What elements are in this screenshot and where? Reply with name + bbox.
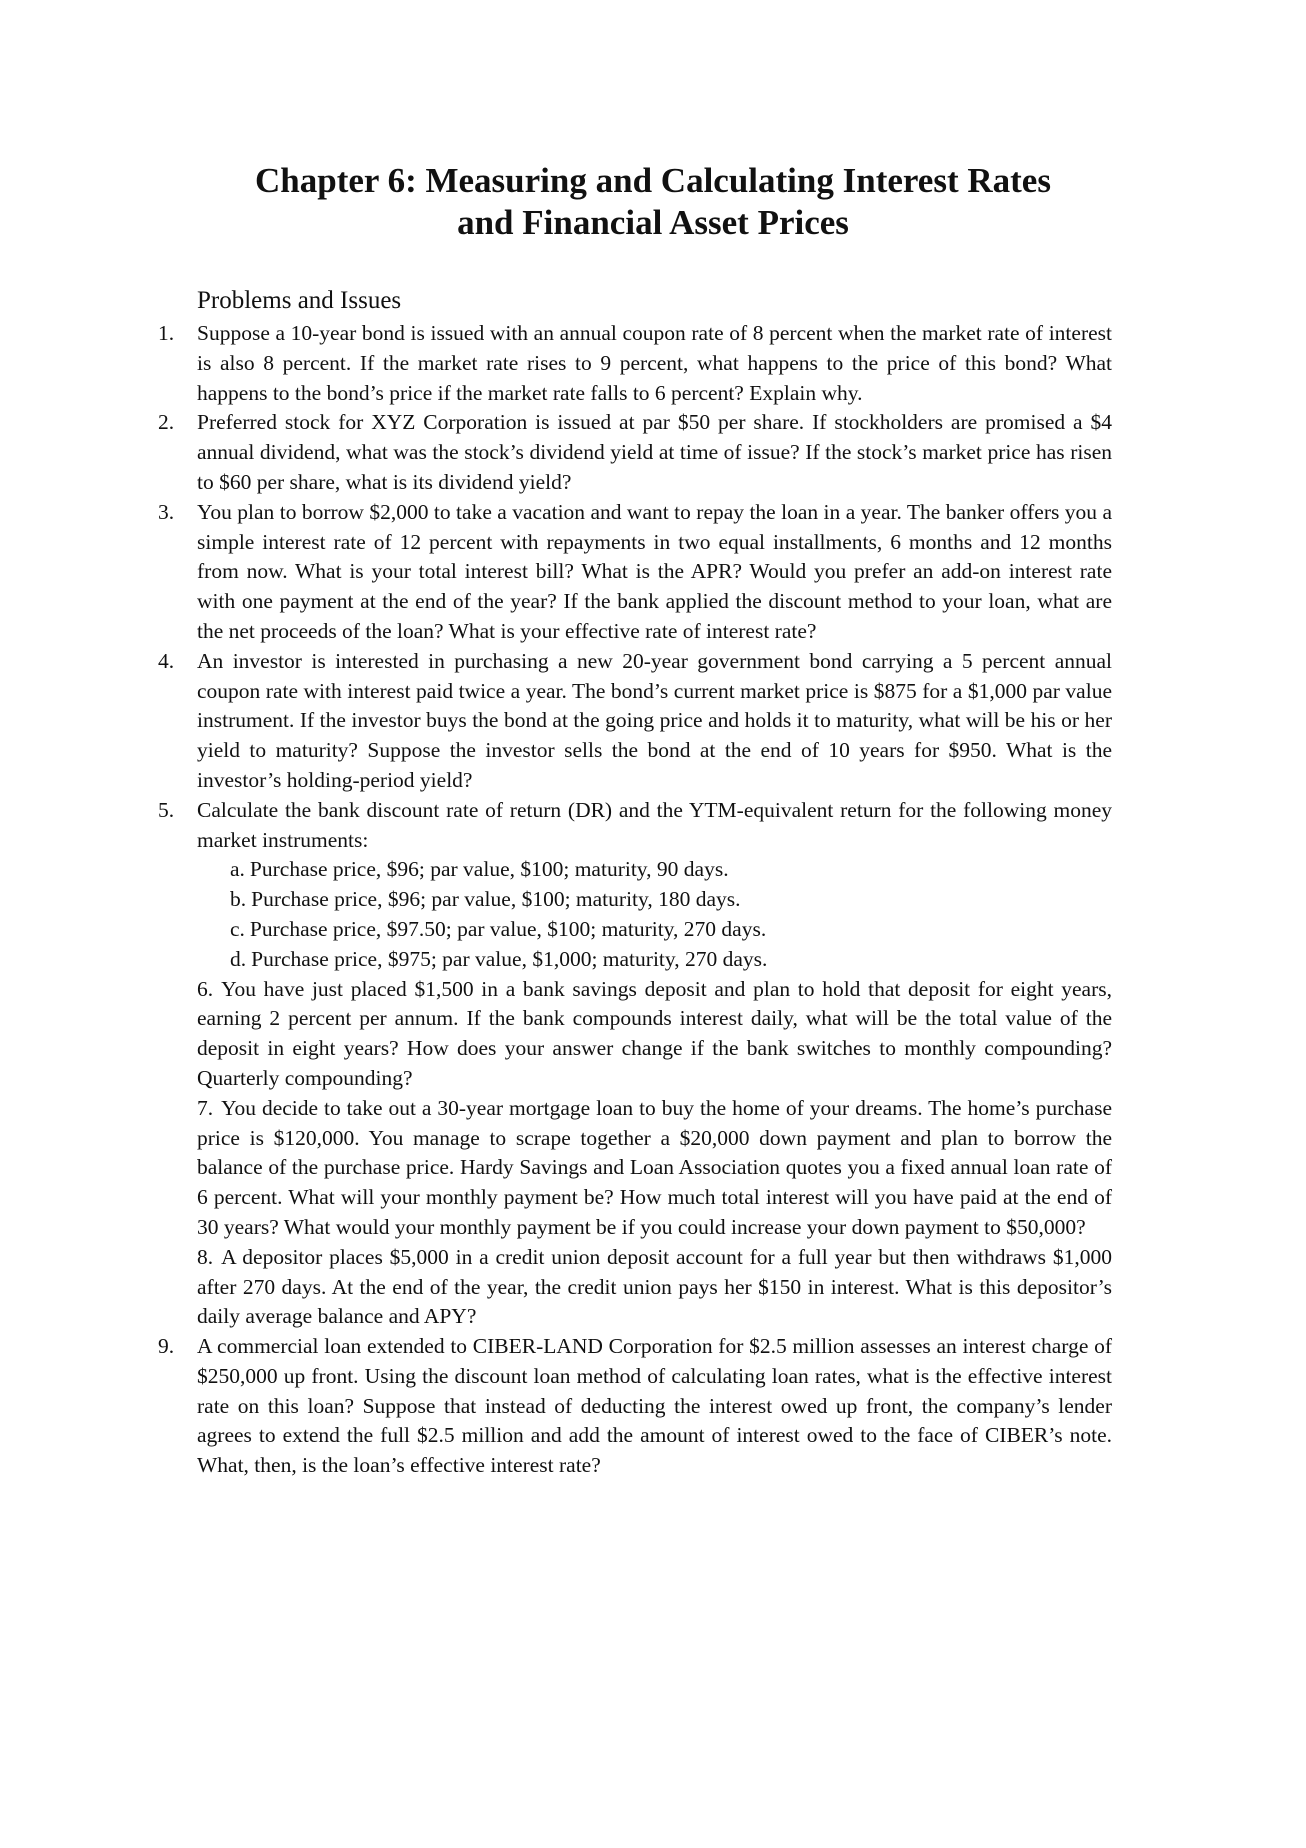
subitem-text: Purchase price, $96; par value, $100; maturity, 180 days. — [251, 887, 741, 912]
subitem-text: Purchase price, $96; par value, $100; maturity, 90 days. — [249, 857, 729, 882]
problem-number: 7. — [197, 1095, 214, 1120]
subitem-a — [230, 855, 1112, 885]
problem-body: A depositor places $5,000 in a credit union deposit account for a full year but then withdraws $1,000 after 270 days. At the end of the year, the credit union pays her $150 in interest. What is this depositor’s daily average balance and APY? — [197, 1244, 1112, 1329]
subitem-text: Purchase price, $975; par value, $1,000; maturity, 270 days. — [251, 946, 768, 971]
subitem-d — [230, 945, 1112, 975]
subitem-label: a. — [230, 857, 245, 882]
problem-body: You decide to take out a 30-year mortgage loan to buy the home of your dreams. The home’s purchase price is $120,000. You manage to scrape together a $20,000 down payment and plan to borrow the balance of the purchase price. Hardy Savings and Loan Association quotes you a fixed annual loan rate of 6 percent. What will your monthly payment be? How much total interest will you have paid at the end of 30 years? What would your monthly payment be if you could increase your down payment to $50,000? — [197, 1095, 1112, 1239]
problem-number: 1. — [158, 321, 175, 345]
chapter-title — [150, 160, 1156, 244]
subitem-label: c. — [230, 916, 245, 941]
problem-1 — [148, 319, 1112, 408]
problem-text — [197, 1243, 1112, 1332]
problem-6 — [148, 975, 1112, 1094]
problem-body: You have just placed $1,500 in a bank savings deposit and plan to hold that deposit for eight years, earning 2 percent per annum. If the bank compounds interest daily, what will be the total value of the deposit in eight years? How does your answer change if the bank switches to monthly compounding? Quarterly compounding? — [197, 976, 1112, 1090]
problem-text: You plan to borrow $2,000 to take a vacation and want to repay the loan in a year. The banker offers you a simple interest rate of 12 percent with repayments in two equal installments, 6 months and 12 months from now. What is your total interest bill? What is the APR? Would you prefer an add-on interest rate with one payment at the end of the year? If the bank applied the discount method to your loan, what are the net proceeds of the loan? What is your effective rate of interest rate? — [197, 499, 1112, 643]
problem-7 — [148, 1094, 1112, 1243]
problem-5-subitems — [197, 855, 1112, 974]
problem-text — [197, 1094, 1112, 1243]
problem-number: 3. — [158, 499, 175, 524]
problem-4 — [148, 647, 1112, 796]
problem-number: 4. — [158, 648, 175, 673]
problem-text: Calculate the bank discount rate of return (DR) and the YTM-equivalent return for the following money market instruments: — [197, 797, 1112, 852]
problem-text: Suppose a 10-year bond is issued with an annual coupon rate of 8 percent when the market rate of interest is also 8 percent. If the market rate rises to 9 percent, what happens to the price of this bond? What happens to the bond’s price if the market rate falls to 6 percent? Explain why. — [197, 321, 1112, 405]
problem-3 — [148, 498, 1112, 647]
problem-number: 8. — [197, 1244, 214, 1269]
problem-text: A commercial loan extended to CIBER-LAND Corporation for $2.5 million assesses an interest charge of $250,000 up front. Using the discount loan method of calculating loan rates, what is the effective interest rate on this loan? Suppose that instead of deducting the interest owed up front, the company’s lender agrees to extend the full $2.5 million and add the amount of interest owed to the face of CIBER’s note. What, then, is the loan’s effective interest rate? — [197, 1334, 1112, 1478]
problem-8 — [148, 1243, 1112, 1332]
subitem-b — [230, 885, 1112, 915]
problem-list — [148, 319, 1112, 1481]
problem-number: 6. — [197, 976, 214, 1001]
subitem-label: d. — [230, 946, 247, 971]
chapter-title-line-2: and Financial Asset Prices — [457, 203, 849, 242]
problem-number: 9. — [158, 1334, 175, 1359]
problem-text: Preferred stock for XYZ Corporation is issued at par $50 per share. If stockholders are promised a $4 annual dividend, what was the stock’s dividend yield at time of issue? If the stock’s market price has risen to $60 per share, what is its dividend yield? — [197, 410, 1112, 494]
section-heading: Problems and Issues — [197, 287, 402, 314]
problem-number: 5. — [158, 797, 175, 822]
problem-text — [197, 975, 1112, 1094]
problem-9 — [148, 1332, 1112, 1481]
problem-5 — [148, 796, 1112, 975]
subitem-c — [230, 915, 1112, 945]
subitem-text: Purchase price, $97.50; par value, $100; maturity, 270 days. — [249, 916, 767, 941]
chapter-title-line-1: Chapter 6: Measuring and Calculating Interest Rates — [255, 161, 1051, 200]
problem-number: 2. — [158, 410, 175, 435]
subitem-label: b. — [230, 887, 247, 912]
problem-2 — [148, 408, 1112, 497]
problem-text: An investor is interested in purchasing a new 20-year government bond carrying a 5 percent annual coupon rate with interest paid twice a year. The bond’s current market price is $875 for a $1,000 par value instrument. If the investor buys the bond at the going price and holds it to maturity, what will be his or her yield to maturity? Suppose the investor sells the bond at the end of 10 years for $950. What is the investor’s holding-period yield? — [197, 648, 1112, 792]
